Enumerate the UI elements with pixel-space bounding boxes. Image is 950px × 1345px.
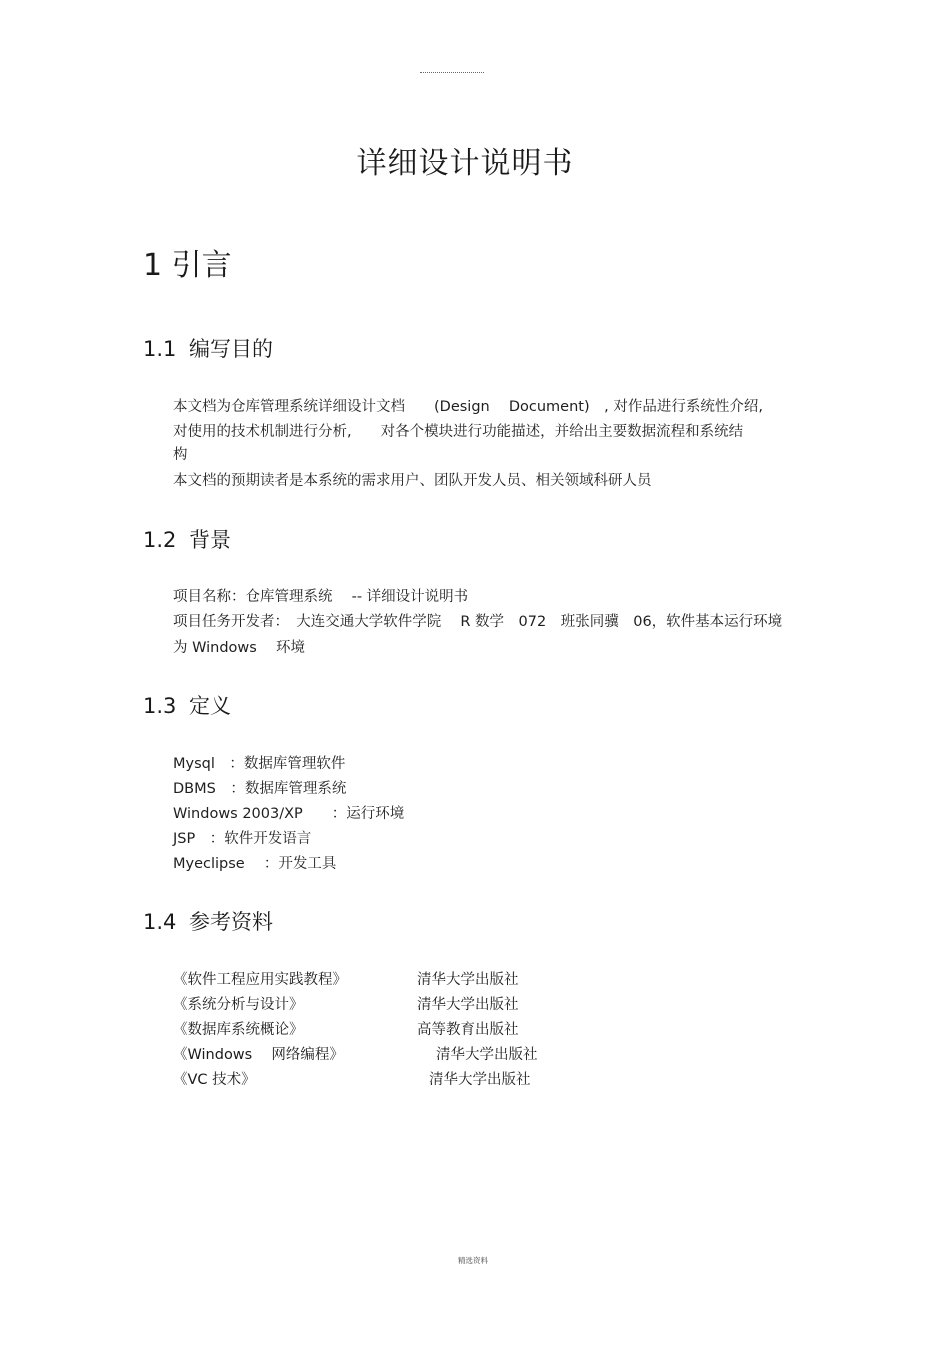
reference-publisher: 清华大学出版社 — [429, 1072, 531, 1088]
section-title: 背景 — [189, 528, 231, 552]
section-1-heading: 1 引言 — [143, 248, 232, 283]
reference-publisher: 清华大学出版社 — [417, 997, 519, 1013]
section-number: 1.3 — [143, 694, 177, 718]
section-title: 参考资料 — [189, 910, 273, 934]
section-1-3-heading — [143, 690, 231, 720]
section-title: 编写目的 — [189, 337, 273, 361]
section-number: 1.1 — [143, 337, 177, 361]
background-line: 项目名称：仓库管理系统 -- 详细设计说明书 — [173, 589, 469, 605]
reference-title: 《VC 技术》 — [173, 1072, 256, 1088]
header-rule — [420, 72, 484, 73]
page-footer: 精选资料 — [458, 1256, 488, 1265]
purpose-line: 本文档的预期读者是本系统的需求用户、团队开发人员、相关领域科研人员 — [173, 473, 652, 489]
background-line: 为 Windows 环境 — [173, 640, 305, 656]
definition-item: Mysql ：数据库管理软件 — [173, 756, 346, 772]
reference-publisher: 高等教育出版社 — [417, 1022, 519, 1038]
section-title: 定义 — [189, 694, 231, 718]
definition-item: JSP ：软件开发语言 — [173, 831, 312, 847]
section-1-4-heading — [143, 906, 273, 936]
section-1-2-heading — [143, 524, 231, 554]
reference-title: 《软件工程应用实践教程》 — [173, 972, 347, 988]
definition-item: Windows 2003/XP ：运行环境 — [173, 806, 405, 822]
reference-title: 《系统分析与设计》 — [173, 997, 304, 1013]
reference-publisher: 清华大学出版社 — [417, 972, 519, 988]
section-1-1-heading — [143, 333, 273, 363]
reference-title: 《Windows 网络编程》 — [173, 1047, 344, 1063]
definition-item: DBMS ：数据库管理系统 — [173, 781, 347, 797]
purpose-line: 对使用的技术机制进行分析, 对各个模块进行功能描述，并给出主要数据流程和系统结 — [173, 424, 744, 440]
reference-title: 《数据库系统概论》 — [173, 1022, 304, 1038]
section-number: 1.4 — [143, 910, 177, 934]
purpose-line: 本文档为仓库管理系统详细设计文档 (Design Document) , 对作品进行系统性介绍, — [173, 399, 763, 415]
definition-item: Myeclipse ：开发工具 — [173, 856, 337, 872]
section-number: 1.2 — [143, 528, 177, 552]
document-title: 详细设计说明书 — [356, 146, 574, 181]
background-line: 项目任务开发者： 大连交通大学软件学院 R 数学 072 班张同骥 06，软件基本运行环境 — [173, 614, 783, 630]
reference-publisher: 清华大学出版社 — [436, 1047, 538, 1063]
purpose-line: 构 — [173, 447, 188, 463]
